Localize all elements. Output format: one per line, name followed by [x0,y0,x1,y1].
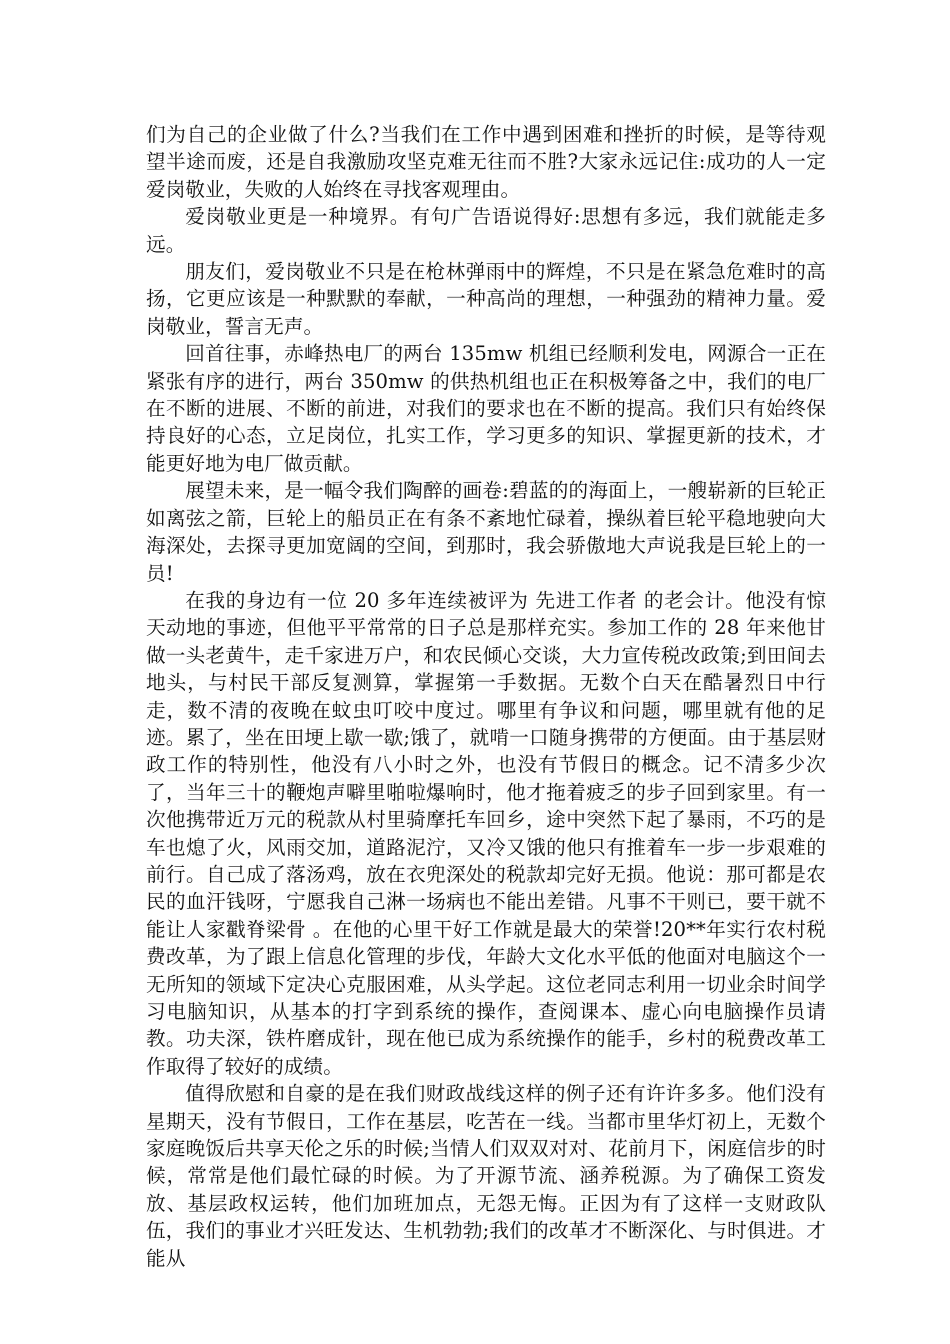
paragraph: 回首往事，赤峰热电厂的两台 135mw 机组已经顺利发电，网源合一正在紧张有序的进行，两台 350mw 的供热机组也正在积极筹备之中，我们的电厂在不断的进展、不断的前进，对我们的要求也在不断的提高。我们只有始终保持良好的心态，立足岗位，扎实工作，学习更多的知识、掌握更新的技术，才能更好地为电厂做贡献。 [146,342,826,475]
paragraph: 朋友们，爱岗敬业不只是在枪林弹雨中的辉煌，不只是在紧急危难时的高扬，它更应该是一种默默的奉献，一种高尚的理想，一种强劲的精神力量。爱岗敬业，誓言无声。 [146,260,826,338]
document-body [146,121,826,1272]
paragraph-continued: 们为自己的企业做了什么?当我们在工作中遇到困难和挫折的时候，是等待观望半途而废，还是自我激励攻坚克难无往而不胜?大家永远记住:成功的人一定爱岗敬业，失败的人始终在寻找客观理由。 [146,123,826,201]
paragraph: 在我的身边有一位 20 多年连续被评为 先进工作者 的老会计。他没有惊天动地的事迹，但他平平常常的日子总是那样充实。参加工作的 28 年来他甘做一头老黄牛，走千家进万户，和农民倾心交谈，大力宣传税改政策;到田间去地头，与村民干部反复测算，掌握第一手数据。无数个白天在酷暑烈日中行走，数不清的夜晚在蚊虫叮咬中度过。哪里有争议和问题，哪里就有他的足迹。累了，坐在田埂上歇一歇;饿了，就啃一口随身携带的方便面。由于基层财政工作的特别性，他没有八小时之外，也没有节假日的概念。记不清多少次了，当年三十的鞭炮声噼里啪啦爆响时，他才拖着疲乏的步子回到家里。有一次他携带近万元的税款从村里骑摩托车回乡，途中突然下起了暴雨，不巧的是车也熄了火，风雨交加，道路泥泞，又冷又饿的他只有推着车一步一步艰难的前行。自己成了落汤鸡，放在衣兜深处的税款却完好无损。他说：那可都是农民的血汗钱呀，宁愿我自己淋一场病也不能出差错。凡事不干则已，要干就不能让人家戳脊梁骨 。在他的心里干好工作就是最大的荣誉!20**年实行农村税费改革，为了跟上信息化管理的步伐，年龄大文化水平低的他面对电脑这个一无所知的领域下定决心克服困难，从头学起。这位老同志利用一切业余时间学习电脑知识，从基本的打字到系统的操作，查阅课本、虚心向电脑操作员请教。功夫深，铁杵磨成针，现在他已成为系统操作的能手，乡村的税费改革工作取得了较好的成绩。 [146,588,826,1078]
paragraph: 值得欣慰和自豪的是在我们财政战线这样的例子还有许许多多。他们没有星期天，没有节假日，工作在基层，吃苦在一线。当都市里华灯初上，无数个家庭晚饭后共享天伦之乐的时候;当情人们双双对对、花前月下，闲庭信步的时候，常常是他们最忙碌的时候。为了开源节流、涵养税源。为了确保工资发放、基层政权运转，他们加班加点，无怨无悔。正因为有了这样一支财政队伍，我们的事业才兴旺发达、生机勃勃;我们的改革才不断深化、与时俱进。才能从 [146,1082,826,1270]
paragraph: 爱岗敬业更是一种境界。有句广告语说得好:思想有多远，我们就能走多远。 [146,205,826,256]
paragraph: 展望未来，是一幅令我们陶醉的画卷:碧蓝的的海面上，一艘崭新的巨轮正如离弦之箭，巨轮上的船员正在有条不紊地忙碌着，操纵着巨轮平稳地驶向大海深处，去探寻更加宽阔的空间，到那时，我会骄傲地大声说我是巨轮上的一员! [146,479,826,585]
